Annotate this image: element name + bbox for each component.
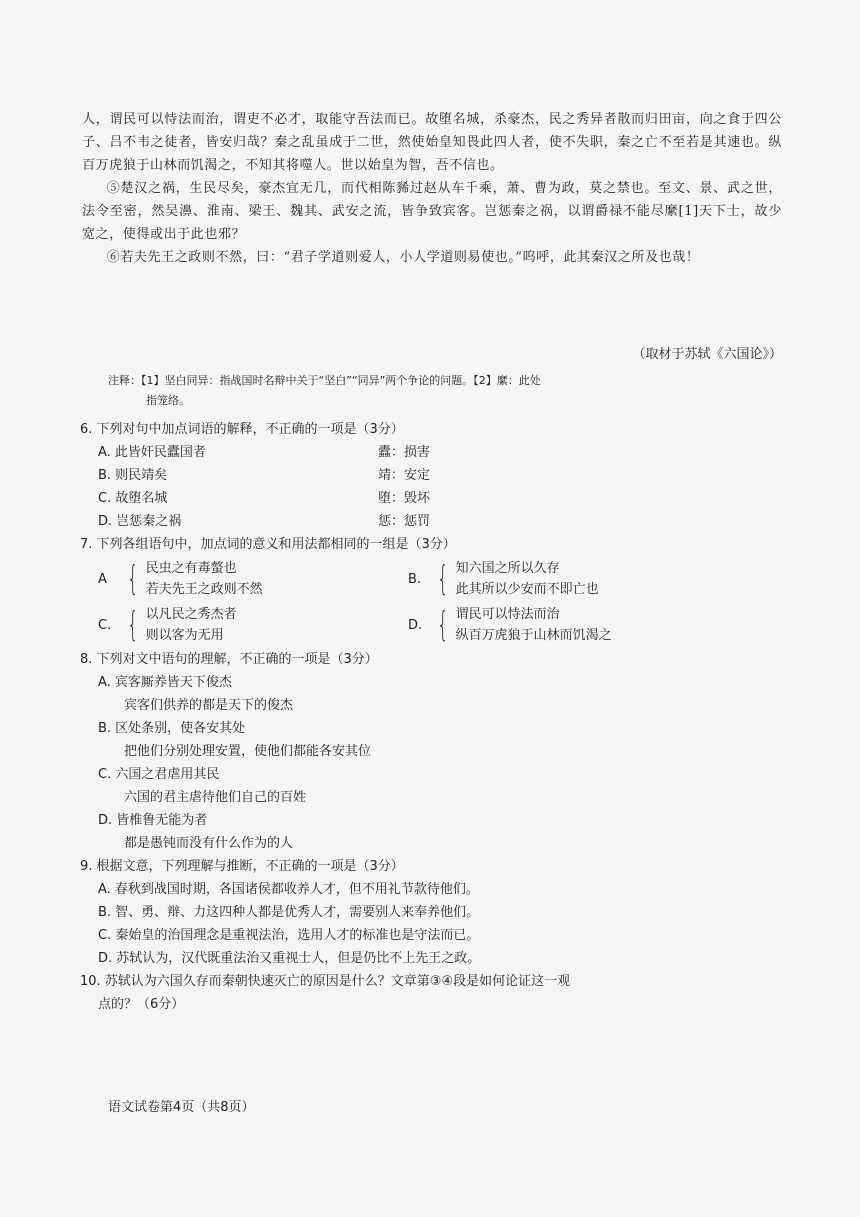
- passage-paragraph: 人，谓民可以恃法而治，谓吏不必才，取能守吾法而已。故堕名城，杀豪杰，民之秀异者散而归田亩，向之食于四公子、吕不韦之徒者，皆安归哉？秦之乱虽成于二世，然使始皇知畏此四人者，使不失职，秦之亡不至若是其速也。纵百万虎狼于山林而饥渴之，不知其将噬人。世以始皇为智，吾不信也。: [82, 112, 782, 173]
- brace-icon: {: [437, 559, 449, 599]
- option-original: A. 宾客厮养皆天下俊杰: [98, 675, 232, 690]
- option-group-c: [80, 604, 390, 646]
- option-text: A. 此皆奸民蠹国者: [98, 445, 206, 460]
- option-row: [80, 487, 790, 510]
- option-pair-row: [80, 556, 790, 602]
- option-line: 此其所以少安而不即亡也: [455, 582, 599, 597]
- passage: [82, 108, 782, 269]
- option-text: D. 岂惩秦之祸: [98, 514, 182, 529]
- brace-icon: {: [437, 605, 449, 645]
- option-label: B.: [408, 571, 422, 587]
- option-translation: 宾客们供养的都是天下的俊杰: [124, 698, 294, 713]
- option-label: C.: [98, 617, 112, 633]
- option-gloss: 靖：安定: [378, 468, 431, 483]
- question-6: [80, 418, 790, 533]
- option-original: D. 皆椎鲁无能为者: [98, 813, 208, 828]
- option-gloss: 惩：惩罚: [378, 514, 431, 529]
- question-stem: 6. 下列对句中加点词语的解释，不正确的一项是（3分）: [80, 422, 404, 437]
- option-group-a: [80, 558, 390, 600]
- option-original: B. 区处条别，使各安其处: [98, 721, 246, 736]
- option-original: C. 六国之君虐用其民: [98, 767, 220, 782]
- option-line: 以凡民之秀杰者: [145, 607, 237, 622]
- passage-source: （取材于苏轼《六国论》）: [632, 347, 782, 362]
- option-line: 纵百万虎狼于山林而饥渴之: [455, 628, 612, 643]
- option-row: [80, 464, 790, 487]
- option-group-d: [390, 604, 700, 646]
- passage-paragraph-5: ⑤楚汉之祸，生民尽矣，豪杰宜无几，而代相陈豨过赵从车千乘，萧、曹为政，莫之禁也。至文、景、武之世，法令至密，然吴濞、淮南、梁王、魏其、武安之流，皆争致宾客。岂惩秦之祸，以谓爵禄不能尽縻[1]天下士，故少宽之，使得或出于此也邪？: [82, 181, 782, 242]
- option-text: C. 秦始皇的治国理念是重视法治，选用人才的标准也是守法而已。: [98, 928, 480, 943]
- option-line: 谓民可以恃法而治: [455, 607, 560, 622]
- option-line: 知六国之所以久存: [455, 561, 560, 576]
- option-text: A. 春秋到战国时期，各国诸侯都收养人才，但不用礼节款待他们。: [98, 882, 479, 897]
- passage-paragraph-6: ⑥若夫先王之政则不然，曰：“君子学道则爱人，小人学道则易使也。”呜呼，此其秦汉之所及也哉！: [106, 250, 700, 265]
- option-group-b: [390, 558, 700, 600]
- option-line: 若夫先王之政则不然: [145, 582, 263, 597]
- option-translation: 把他们分别处理安置，使他们都能各安其位: [124, 744, 372, 759]
- option-text: C. 故堕名城: [98, 491, 168, 506]
- question-stem-cont: 点的？（6分）: [98, 997, 185, 1012]
- option-translation: 六国的君主虐待他们自己的百姓: [124, 790, 307, 805]
- option-text: B. 智、勇、辩、力这四种人都是优秀人才，需要别人来奉养他们。: [98, 905, 480, 920]
- option-label: D.: [408, 617, 423, 633]
- brace-icon: {: [127, 605, 139, 645]
- option-gloss: 蠹：损害: [378, 445, 431, 460]
- question-9: [80, 855, 790, 970]
- option-pair-row: [80, 602, 790, 648]
- question-10: [80, 970, 790, 1016]
- question-stem: 9. 根据文意，下列理解与推断，不正确的一项是（3分）: [80, 859, 404, 874]
- question-8: [80, 648, 790, 855]
- option-row: [80, 441, 790, 464]
- question-7: [80, 533, 790, 648]
- question-stem: 10. 苏轼认为六国久存而秦朝快速灭亡的原因是什么？文章第③④段是如何论证这一观: [80, 974, 571, 989]
- questions: [80, 418, 790, 1016]
- annotation-note: [108, 371, 780, 411]
- option-gloss: 堕：毁坏: [378, 491, 431, 506]
- note-line: 注释：【1】坚白同异：指战国时名辩中关于“坚白”“同异”两个争论的问题。【2】縻：此处: [108, 374, 541, 387]
- page-footer: 语文试卷第4页（共8页）: [108, 1100, 255, 1115]
- question-stem: 7. 下列各组语句中，加点词的意义和用法都相同的一组是（3分）: [80, 537, 456, 552]
- note-line: 指笼络。: [146, 394, 190, 407]
- option-line: 民虫之有毒螫也: [145, 561, 237, 576]
- option-line: 则以客为无用: [145, 628, 224, 643]
- option-text: B. 则民靖矣: [98, 468, 168, 483]
- option-text: D. 苏轼认为，汉代既重法治又重视士人，但是仍比不上先王之政。: [98, 951, 481, 966]
- question-stem: 8. 下列对文中语句的理解，不正确的一项是（3分）: [80, 652, 378, 667]
- option-row: [80, 510, 790, 533]
- brace-icon: {: [127, 559, 139, 599]
- option-translation: 都是愚钝而没有什么作为的人: [124, 836, 294, 851]
- option-label: A: [98, 571, 107, 587]
